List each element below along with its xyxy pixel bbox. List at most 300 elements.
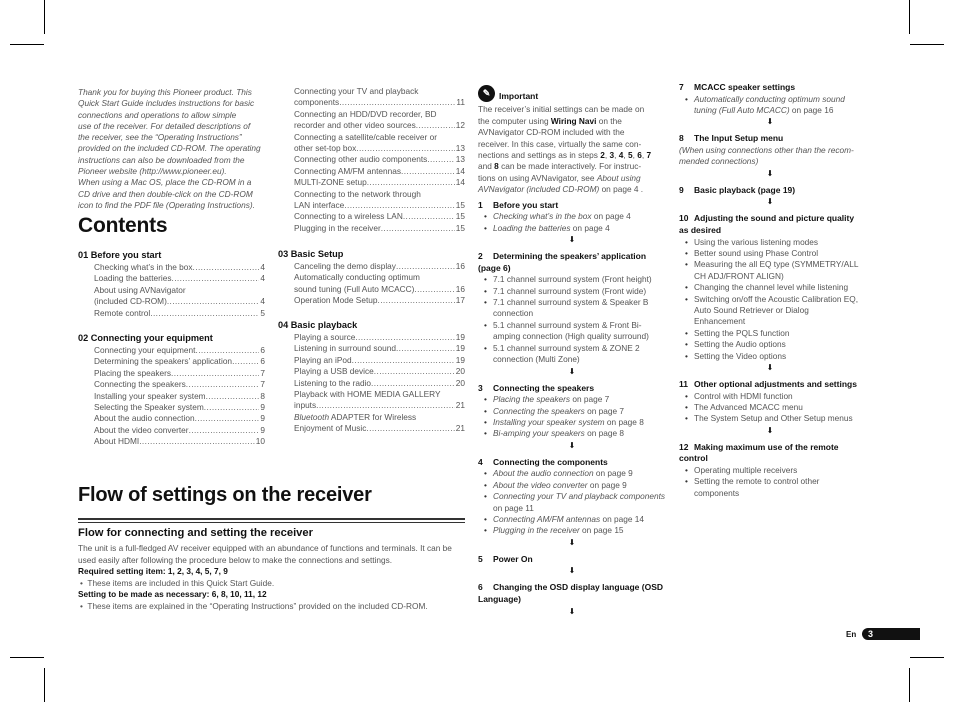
toc-section-01 xyxy=(78,250,265,319)
toc-page-number: 16 xyxy=(455,261,465,271)
flow-paragraph: The unit is a full-fledged AV receiver equipped with an abundance of functions and terminals. It can be used easily after following the procedure below to make the connections and settings. xyxy=(78,543,452,565)
toc-leader-dots xyxy=(316,400,455,411)
optional-note: • These items are explained in the “Operating Instructions” provided on the included CD-ROM. xyxy=(80,600,428,611)
toc-entry[interactable] xyxy=(278,166,465,177)
bullet-text: Operating multiple receivers xyxy=(694,465,798,476)
contents-title: Contents xyxy=(78,214,168,237)
toc-page-number: 21 xyxy=(455,400,465,411)
step-note: (When using connections other than the recom- mended connections) xyxy=(679,145,854,167)
toc-leader-dots xyxy=(416,120,455,131)
step-title: Connecting the speakers xyxy=(493,382,595,393)
important-heading: ✎ Important xyxy=(478,91,666,102)
toc-items xyxy=(278,261,465,307)
step-number: 3 xyxy=(478,382,483,393)
toc-entry-title: Checking what’s in the box xyxy=(94,262,193,272)
step-title: MCACC speaker settings xyxy=(694,82,796,92)
toc-leader-dots xyxy=(193,262,260,273)
toc-entry[interactable] xyxy=(78,368,265,379)
step-title: Determining the speakers’ application (page 6) xyxy=(478,251,647,273)
toc-entry[interactable] xyxy=(278,366,465,377)
toc-leader-dots xyxy=(171,368,259,379)
toc-entry[interactable] xyxy=(78,262,265,273)
toc-page-number: 11 xyxy=(456,97,465,108)
arrow-down-icon: ⬇ xyxy=(766,168,774,178)
step-number: 8 xyxy=(679,133,684,144)
required-items: Required setting item: 1, 2, 3, 4, 5, 7, 9 xyxy=(78,566,228,577)
bullet-text: The System Setup and Other Setup menus xyxy=(694,413,853,424)
intro-line: connections and operations to allow simple xyxy=(78,109,237,120)
step-bullet xyxy=(679,94,861,117)
step-number: 4 xyxy=(478,456,483,467)
step-heading xyxy=(679,133,861,145)
step-title: The Input Setup menu xyxy=(694,133,784,144)
important-text: The receiver’s initial settings can be made on the computer using Wiring Navi on the AVNavigator CD-ROM included with the receiver. In this case, virtually the same con- nections and settings as in steps 2, 3, 4, 5, 6, 7 and 8 can be made interactively. For instruc- tions on using AVNavigator, see About using AVNavigator (included CD-ROM) on page 4 . xyxy=(478,104,652,195)
bullet-text: on page 8 xyxy=(604,416,644,427)
toc-page-number: 9 xyxy=(260,402,265,413)
step-title: Before you start xyxy=(493,199,559,210)
toc-entry[interactable] xyxy=(278,120,465,131)
toc-entry-title: Connecting AM/FM antennas xyxy=(294,165,401,176)
toc-page-number: 10 xyxy=(255,436,265,447)
toc-entry[interactable] xyxy=(78,413,265,424)
step-heading xyxy=(478,554,666,566)
toc-entry-title: components xyxy=(294,97,340,108)
bullet-ref: Placing the speakers xyxy=(493,394,571,405)
steps-list xyxy=(679,82,861,499)
step-bullet xyxy=(679,237,861,248)
toc-leader-dots xyxy=(401,166,455,177)
step-bullet xyxy=(478,406,666,417)
step-title: Connecting the components xyxy=(493,456,608,467)
toc-entry[interactable] xyxy=(78,436,265,447)
step-heading xyxy=(679,213,861,236)
toc-entry[interactable] xyxy=(278,200,465,211)
step-bullet xyxy=(679,282,861,293)
bullet-text: Switching on/off the Acoustic Calibration EQ, Auto Sound Retriever or Dialog Enhancement xyxy=(694,293,859,327)
toc-entry-title: Plugging in the receiver xyxy=(294,222,381,233)
step-bullet xyxy=(478,320,666,343)
toc-entry-title: Enjoyment of Music xyxy=(294,423,367,434)
toc-entry-title: About HDMI xyxy=(94,436,140,447)
toc-entry-line: Connecting an HDD/DVD recorder, BD xyxy=(294,108,437,119)
step-number: 12 xyxy=(679,441,689,452)
toc-page-number: 16 xyxy=(455,283,465,294)
toc-entry-title: Connecting to a wireless LAN xyxy=(294,211,403,222)
toc-page-number: 5 xyxy=(260,307,265,318)
toc-page-number: 12 xyxy=(455,120,465,131)
intro-line: CD drive and then double-click on the CD-ROM xyxy=(78,188,253,199)
step-bullet xyxy=(478,468,666,479)
toc-entry-title: other set-top box xyxy=(294,143,357,154)
intro-line: Pioneer website (http://www.pioneer.eu). xyxy=(78,166,227,177)
bullet-text: Measuring the all EQ type (SYMMETRY/ALL CH ADJ/FRONT ALIGN) xyxy=(694,259,859,281)
intro-line: Quick Start Guide includes instructions for basic xyxy=(78,98,255,109)
toc-entry-text: ADAPTER for Wireless xyxy=(329,411,417,422)
toc-leader-dots xyxy=(232,356,259,367)
bullet-ref: Connecting the speakers xyxy=(493,405,585,416)
step-heading xyxy=(679,185,861,197)
bullet-text: Better sound using Phase Control xyxy=(694,248,819,258)
toc-page-number: 19 xyxy=(455,354,465,365)
toc-leader-dots xyxy=(186,379,260,390)
toc-page-number: 6 xyxy=(260,356,265,367)
bullet-text: on page 14 xyxy=(600,513,644,524)
toc-entry-line: Connecting to the network through xyxy=(294,188,421,199)
bullet-text: Using the various listening modes xyxy=(694,236,819,247)
step-bullet xyxy=(478,223,666,234)
toc-entry-title: Playing an iPod xyxy=(294,354,352,365)
toc-items xyxy=(78,345,265,448)
toc-entry-title: Loading the batteries xyxy=(94,273,172,284)
toc-entry-title: Remote control xyxy=(94,307,151,318)
bullet-ref: Checking what’s in the box xyxy=(493,211,592,222)
toc-leader-dots xyxy=(427,154,454,165)
toc-heading: 02 Connecting your equipment xyxy=(78,333,213,343)
toc-leader-dots xyxy=(377,295,454,306)
toc-leader-dots xyxy=(396,261,455,272)
flow-body xyxy=(78,543,468,613)
toc-page-number: 7 xyxy=(260,367,265,378)
toc-page-number: 14 xyxy=(455,177,465,188)
bullet-text: on page 9 xyxy=(593,468,633,479)
toc-leader-dots xyxy=(195,413,260,424)
toc-heading: 01 Before you start xyxy=(78,250,162,260)
toc-entry-title: inputs xyxy=(294,400,317,411)
toc-entry[interactable] xyxy=(278,332,465,343)
toc-entry-title: Listening to the radio xyxy=(294,377,372,388)
toc-leader-dots xyxy=(352,355,455,366)
step-number: 2 xyxy=(478,251,483,262)
step-number: 5 xyxy=(478,553,483,564)
toc-leader-dots xyxy=(167,296,260,307)
toc-page-number: 13 xyxy=(455,143,465,154)
step-heading xyxy=(478,582,666,605)
flow-title: Flow of settings on the receiver xyxy=(78,484,372,506)
step-title: Power On xyxy=(493,553,533,564)
toc-entry[interactable] xyxy=(78,391,265,402)
arrow-down-icon: ⬇ xyxy=(766,425,774,435)
step-bullet xyxy=(478,491,666,514)
step-bullet xyxy=(679,339,861,350)
language-label: En xyxy=(846,630,857,639)
toc-leader-dots xyxy=(403,211,455,222)
toc-entry-title: Operation Mode Setup xyxy=(294,295,378,306)
crop-mark xyxy=(909,0,910,34)
bullet-text: on page 7 xyxy=(570,394,610,405)
crop-mark xyxy=(44,0,45,34)
toc-entry[interactable] xyxy=(278,177,465,188)
toc-section-02 xyxy=(78,333,265,448)
toc-entry-line: Playback with HOME MEDIA GALLERY xyxy=(294,389,441,400)
toc-entry-title: LAN interface xyxy=(294,200,345,211)
step-bullet xyxy=(679,402,861,413)
toc-page-number: 7 xyxy=(260,379,265,390)
toc-entry[interactable] xyxy=(278,343,465,354)
toc-entry-italic: Bluetooth xyxy=(294,411,330,422)
toc-heading: 03 Basic Setup xyxy=(278,249,344,259)
toc-entry[interactable] xyxy=(78,273,265,284)
toc-leader-dots xyxy=(339,97,455,108)
toc-entry[interactable] xyxy=(278,378,465,389)
divider xyxy=(78,522,465,523)
toc-entry[interactable] xyxy=(78,308,265,319)
toc-page-number: 15 xyxy=(455,222,465,233)
bullet-text: on page 8 xyxy=(584,428,624,439)
toc-leader-dots xyxy=(172,273,260,284)
bullet-text: Control with HDMI function xyxy=(694,390,793,401)
toc-leader-dots xyxy=(381,223,455,234)
arrow-down-icon: ⬇ xyxy=(766,117,774,127)
step-number: 7 xyxy=(679,82,684,92)
toc-section-02-continued xyxy=(278,86,465,234)
toc-leader-dots xyxy=(355,332,454,343)
intro-line: When using a Mac OS, place the CD-ROM in a xyxy=(78,177,252,188)
arrow-down-icon: ⬇ xyxy=(766,363,774,373)
toc-page-number: 19 xyxy=(455,343,465,354)
toc-leader-dots xyxy=(195,345,259,356)
step-title: Basic playback (page 19) xyxy=(694,184,796,195)
required-note: • These items are included in this Quick Start Guide. xyxy=(80,577,275,588)
toc-leader-dots xyxy=(367,177,455,188)
toc-entry[interactable] xyxy=(278,295,465,306)
toc-entry[interactable] xyxy=(278,261,465,272)
toc-entry[interactable] xyxy=(278,400,465,411)
step-bullet xyxy=(478,211,666,222)
bullet-text: 7.1 channel surround system & Speaker B connection xyxy=(493,297,649,319)
bullet-text: Changing the channel level while listening xyxy=(694,282,849,293)
toc-leader-dots xyxy=(366,423,454,434)
flow-subtitle: Flow for connecting and setting the receiver xyxy=(78,527,313,539)
toc-entry-title: recorder and other video sources xyxy=(294,120,416,131)
toc-page-number: 20 xyxy=(455,377,465,388)
toc-entry[interactable] xyxy=(78,425,265,436)
bullet-text: 7.1 channel surround system (Front wide) xyxy=(493,285,647,296)
bullet-ref: Automatically conducting optimum sound tuning (Full Auto MCACC) xyxy=(694,93,845,115)
step-heading xyxy=(679,379,861,391)
toc-entry[interactable] xyxy=(278,97,465,108)
toc-page-number: 20 xyxy=(455,366,465,377)
step-bullet xyxy=(478,480,666,491)
step-heading xyxy=(679,82,861,94)
toc-entry-title: sound tuning (Full Auto MCACC) xyxy=(294,283,415,294)
step-bullet xyxy=(478,417,666,428)
step-bullet xyxy=(478,428,666,439)
toc-entry-title: About the video converter xyxy=(94,424,189,435)
step-bullet xyxy=(478,286,666,297)
toc-entry-line: Connecting your TV and playback xyxy=(294,86,419,96)
step-bullet xyxy=(478,297,666,320)
bullet-text: on page 16 xyxy=(789,105,834,115)
intro-line: instructions can also be downloaded from the xyxy=(78,154,245,165)
flow-steps-right xyxy=(679,80,861,499)
toc-entry-line: Automatically conducting optimum xyxy=(294,272,420,283)
toc-entry[interactable] xyxy=(278,211,465,222)
toc-entry-line xyxy=(278,412,465,423)
toc-entry-title: MULTI-ZONE setup xyxy=(294,177,367,188)
toc-entry-title: Playing a source xyxy=(294,332,356,342)
step-bullet xyxy=(679,413,861,424)
toc-entry[interactable] xyxy=(78,402,265,413)
toc-entry[interactable] xyxy=(278,355,465,366)
toc-entry[interactable] xyxy=(278,284,465,295)
toc-leader-dots xyxy=(189,425,260,436)
step-bullet xyxy=(478,394,666,405)
toc-entry-title: Connecting the speakers xyxy=(94,379,186,390)
step-number: 9 xyxy=(679,184,684,195)
bullet-ref: About the audio connection xyxy=(493,468,594,479)
bullet-text: on page 15 xyxy=(579,525,624,536)
toc-page-number: 17 xyxy=(455,295,465,306)
toc-entry-title: Connecting your equipment xyxy=(94,345,196,355)
toc-page-number: 15 xyxy=(455,211,465,222)
bullet-ref: About the video converter xyxy=(493,479,588,490)
bullet-text: Setting the Video options xyxy=(694,350,787,361)
steps-list xyxy=(478,200,666,617)
step-title: Changing the OSD display language (OSD Language) xyxy=(478,582,664,604)
step-title: Making maximum use of the remote control xyxy=(679,441,839,464)
toc-entry-title: Listening in surround sound xyxy=(294,343,396,354)
toc-entry-title: Determining the speakers’ application xyxy=(94,356,233,367)
bullet-text: Setting the PQLS function xyxy=(694,327,790,338)
toc-page-number: 8 xyxy=(260,390,265,401)
toc-items xyxy=(78,262,265,319)
toc-items xyxy=(278,332,465,435)
toc-entry[interactable] xyxy=(78,379,265,390)
bullet-text: 5.1 channel surround system & ZONE 2 connection (Multi Zone) xyxy=(493,342,640,365)
intro-line: icon to find the PDF file (Operating Instructions). xyxy=(78,199,255,210)
arrow-down-icon: ⬇ xyxy=(568,440,576,450)
step-heading xyxy=(478,457,666,469)
step-bullet xyxy=(478,274,666,285)
toc-leader-dots xyxy=(374,366,455,377)
toc-page-number: 4 xyxy=(260,262,265,272)
toc-page-number: 13 xyxy=(455,154,465,165)
toc-entry-title: Connecting other audio components xyxy=(294,154,428,165)
bullet-text: on page 11 xyxy=(493,502,534,513)
step-title: Adjusting the sound and picture quality as desired xyxy=(679,213,855,235)
intro-line: the receiver, see the “Operating Instructions” xyxy=(78,132,242,143)
crop-mark xyxy=(10,44,44,45)
optional-items: Setting to be made as necessary: 6, 8, 10, 11, 12 xyxy=(78,589,267,600)
flow-steps-middle xyxy=(478,88,666,617)
toc-entry-title: Placing the speakers xyxy=(94,367,172,378)
crop-mark xyxy=(10,657,44,658)
toc-entry[interactable] xyxy=(278,423,465,434)
step-number: 1 xyxy=(478,199,483,210)
intro-text xyxy=(78,87,268,211)
toc-heading: 04 Basic playback xyxy=(278,320,358,330)
arrow-down-icon: ⬇ xyxy=(568,566,576,576)
toc-entry-title: Installing your speaker system xyxy=(94,390,206,401)
step-number: 11 xyxy=(679,379,688,390)
bullet-text: on page 4 xyxy=(570,222,610,233)
bullet-text: Setting the remote to control other components xyxy=(694,476,820,498)
step-number: 6 xyxy=(478,582,483,593)
bullet-text: 7.1 channel surround system (Front height) xyxy=(493,274,652,285)
toc-entry[interactable] xyxy=(278,143,465,154)
toc-page-number: 9 xyxy=(260,413,265,424)
toc-entry-title: About the audio connection xyxy=(94,413,195,424)
bullet-text: 5.1 channel surround system & Front Bi-amping connection (High quality surround) xyxy=(493,319,649,342)
toc-entry[interactable] xyxy=(78,356,265,367)
bullet-text: The Advanced MCACC menu xyxy=(694,402,803,413)
step-bullet xyxy=(679,351,861,362)
toc-leader-dots xyxy=(206,391,260,402)
toc-entry-title: Playing a USB device xyxy=(294,366,374,377)
step-heading xyxy=(478,383,666,395)
crop-mark xyxy=(910,657,944,658)
toc-entry-title: Selecting the Speaker system xyxy=(94,402,204,413)
step-bullet xyxy=(478,514,666,525)
bullet-ref: Installing your speaker system xyxy=(493,416,605,427)
crop-mark xyxy=(909,668,910,702)
step-title: Other optional adjustments and settings xyxy=(694,379,857,390)
arrow-down-icon: ⬇ xyxy=(568,235,576,245)
toc-leader-dots xyxy=(139,436,255,447)
intro-line: use of the receiver. For detailed descriptions of xyxy=(78,120,251,131)
step-bullet xyxy=(478,525,666,536)
toc-entry[interactable] xyxy=(78,345,265,356)
step-bullet xyxy=(679,391,861,402)
crop-mark xyxy=(44,668,45,702)
toc-leader-dots xyxy=(396,343,455,354)
bullet-text: on page 9 xyxy=(587,479,627,490)
important-icon: ✎ xyxy=(478,85,495,102)
arrow-down-icon: ⬇ xyxy=(568,606,576,616)
step-bullet xyxy=(679,465,861,476)
toc-entry-title: Canceling the demo display xyxy=(294,261,396,271)
toc-section-04 xyxy=(278,320,465,435)
intro-line: Thank you for buying this Pioneer product. This xyxy=(78,87,252,97)
arrow-down-icon: ⬇ xyxy=(568,366,576,376)
step-bullet xyxy=(679,328,861,339)
toc-leader-dots xyxy=(344,200,454,211)
toc-page-number: 6 xyxy=(260,345,265,355)
step-number: 10 xyxy=(679,213,689,224)
bullet-ref: Loading the batteries xyxy=(493,222,571,233)
toc-leader-dots xyxy=(356,143,455,154)
crop-mark xyxy=(910,44,944,45)
bullet-text: Setting the Audio options xyxy=(694,339,786,350)
step-heading xyxy=(478,200,666,212)
step-bullet xyxy=(679,259,861,282)
bullet-ref: Connecting AM/FM antennas xyxy=(493,513,601,524)
toc-entry[interactable] xyxy=(278,223,465,234)
bullet-text: on page 4 xyxy=(591,211,631,222)
step-bullet xyxy=(679,476,861,499)
toc-entry[interactable] xyxy=(278,154,465,165)
toc-page-number: 4 xyxy=(260,273,265,284)
intro-line: provided on the included CD-ROM. The operating xyxy=(78,143,261,154)
toc-leader-dots xyxy=(414,284,454,295)
toc-leader-dots xyxy=(150,308,259,319)
toc-items xyxy=(278,86,465,234)
divider xyxy=(78,518,465,520)
bullet-ref: Connecting your TV and playback components xyxy=(493,491,666,502)
step-heading xyxy=(679,442,861,465)
toc-page-number: 4 xyxy=(260,296,265,307)
step-bullet xyxy=(478,343,666,366)
toc-leader-dots xyxy=(204,402,260,413)
arrow-down-icon: ⬇ xyxy=(568,537,576,547)
bullet-ref: Plugging in the receiver xyxy=(493,525,580,536)
step-bullet xyxy=(679,248,861,259)
arrow-down-icon: ⬇ xyxy=(766,197,774,207)
toc-page-number: 15 xyxy=(455,200,465,211)
toc-entry-line: Connecting a satellite/cable receiver or xyxy=(294,131,437,142)
page-number: 3 xyxy=(868,629,874,639)
toc-entry[interactable] xyxy=(78,296,265,307)
